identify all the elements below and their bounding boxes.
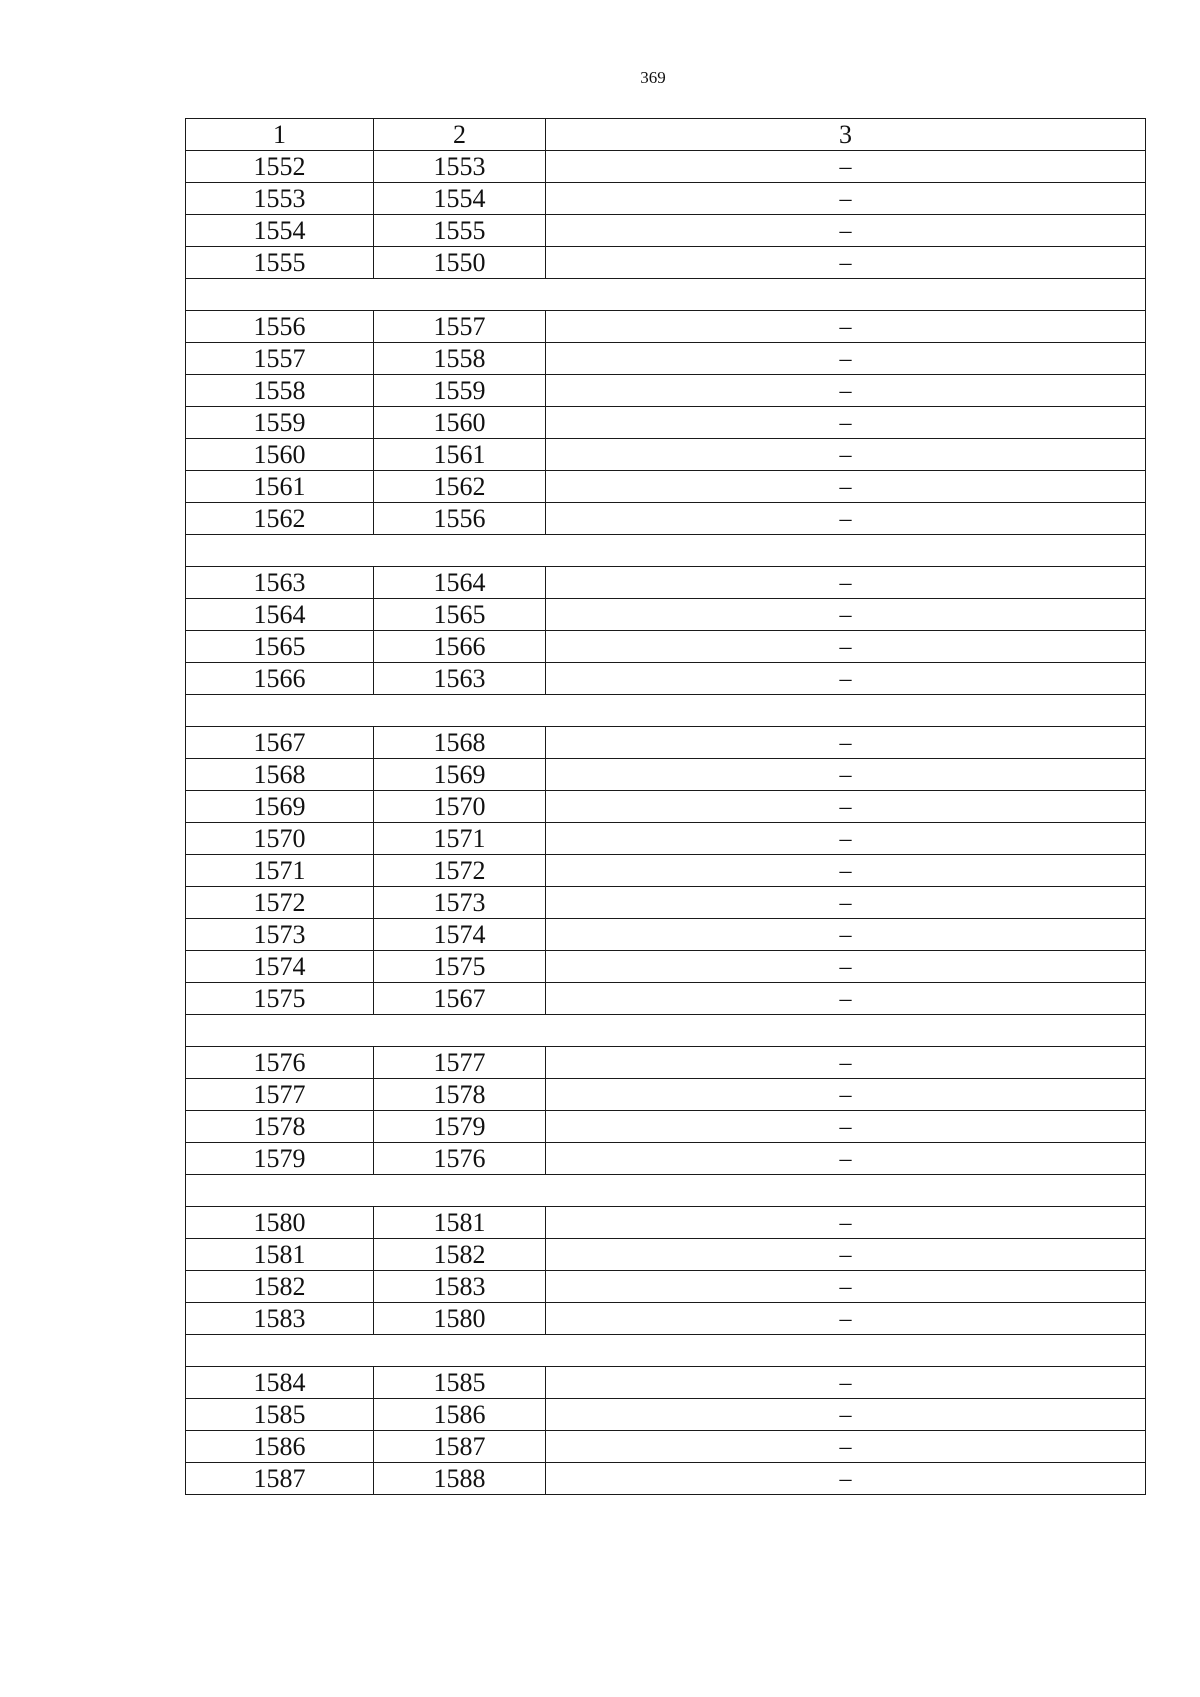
- cell-col-3: –: [546, 1367, 1146, 1399]
- cell-col-2: 1579: [374, 1111, 546, 1143]
- cell-col-2: 1557: [374, 311, 546, 343]
- cell-col-1: 1583: [186, 1303, 374, 1335]
- cell-col-1: 1559: [186, 407, 374, 439]
- page-number: 369: [640, 68, 666, 87]
- cell-col-2: 1562: [374, 471, 546, 503]
- cell-col-2: 1558: [374, 343, 546, 375]
- cell-col-1: 1575: [186, 983, 374, 1015]
- cell-col-1: 1577: [186, 1079, 374, 1111]
- cell-col-3: –: [546, 919, 1146, 951]
- cell-col-2: 1550: [374, 247, 546, 279]
- cell-col-3: –: [546, 727, 1146, 759]
- data-table: [185, 118, 1146, 1495]
- table-row: [186, 1239, 1146, 1271]
- column-header-3: 3: [546, 119, 1146, 151]
- cell-col-3: –: [546, 1207, 1146, 1239]
- cell-col-1: 1576: [186, 1047, 374, 1079]
- group-separator-row: [186, 1015, 1146, 1047]
- table-row: [186, 183, 1146, 215]
- table-row: [186, 215, 1146, 247]
- column-header-2: 2: [374, 119, 546, 151]
- cell-col-1: 1582: [186, 1271, 374, 1303]
- cell-col-2: 1566: [374, 631, 546, 663]
- table-header-row: [186, 119, 1146, 151]
- cell-col-3: –: [546, 567, 1146, 599]
- cell-col-1: 1552: [186, 151, 374, 183]
- cell-col-1: 1566: [186, 663, 374, 695]
- table-row: [186, 791, 1146, 823]
- table-row: [186, 1303, 1146, 1335]
- group-separator-row: [186, 279, 1146, 311]
- table-row: [186, 599, 1146, 631]
- cell-col-3: –: [546, 1399, 1146, 1431]
- cell-col-2: 1565: [374, 599, 546, 631]
- cell-col-3: –: [546, 247, 1146, 279]
- cell-col-3: –: [546, 407, 1146, 439]
- cell-col-1: 1571: [186, 855, 374, 887]
- cell-col-3: –: [546, 1079, 1146, 1111]
- cell-col-3: –: [546, 855, 1146, 887]
- cell-col-3: –: [546, 1303, 1146, 1335]
- cell-col-2: 1585: [374, 1367, 546, 1399]
- cell-col-1: 1554: [186, 215, 374, 247]
- cell-col-3: –: [546, 599, 1146, 631]
- group-separator-row: [186, 695, 1146, 727]
- cell-col-2: 1578: [374, 1079, 546, 1111]
- cell-col-1: 1580: [186, 1207, 374, 1239]
- table-row: [186, 1367, 1146, 1399]
- cell-col-3: –: [546, 215, 1146, 247]
- cell-col-2: 1571: [374, 823, 546, 855]
- cell-col-3: –: [546, 503, 1146, 535]
- cell-col-3: –: [546, 343, 1146, 375]
- cell-col-2: 1564: [374, 567, 546, 599]
- cell-col-2: 1573: [374, 887, 546, 919]
- cell-col-2: 1575: [374, 951, 546, 983]
- cell-col-1: 1587: [186, 1463, 374, 1495]
- separator-cell: [186, 1335, 1146, 1367]
- table-row: [186, 439, 1146, 471]
- cell-col-3: –: [546, 1239, 1146, 1271]
- cell-col-1: 1574: [186, 951, 374, 983]
- cell-col-3: –: [546, 951, 1146, 983]
- cell-col-2: 1581: [374, 1207, 546, 1239]
- separator-cell: [186, 279, 1146, 311]
- cell-col-2: 1568: [374, 727, 546, 759]
- table-row: [186, 1143, 1146, 1175]
- cell-col-1: 1568: [186, 759, 374, 791]
- cell-col-2: 1587: [374, 1431, 546, 1463]
- cell-col-3: –: [546, 1047, 1146, 1079]
- cell-col-3: –: [546, 1463, 1146, 1495]
- cell-col-3: –: [546, 791, 1146, 823]
- table-row: [186, 247, 1146, 279]
- table-row: [186, 663, 1146, 695]
- cell-col-1: 1578: [186, 1111, 374, 1143]
- table-row: [186, 631, 1146, 663]
- table-row: [186, 759, 1146, 791]
- table-row: [186, 855, 1146, 887]
- cell-col-2: 1563: [374, 663, 546, 695]
- table-row: [186, 343, 1146, 375]
- separator-cell: [186, 1015, 1146, 1047]
- cell-col-1: 1564: [186, 599, 374, 631]
- table-row: [186, 919, 1146, 951]
- cell-col-3: –: [546, 1271, 1146, 1303]
- cell-col-2: 1554: [374, 183, 546, 215]
- cell-col-1: 1570: [186, 823, 374, 855]
- cell-col-1: 1562: [186, 503, 374, 535]
- table-row: [186, 983, 1146, 1015]
- cell-col-1: 1585: [186, 1399, 374, 1431]
- cell-col-3: –: [546, 151, 1146, 183]
- cell-col-2: 1561: [374, 439, 546, 471]
- cell-col-2: 1576: [374, 1143, 546, 1175]
- table-row: [186, 887, 1146, 919]
- separator-cell: [186, 1175, 1146, 1207]
- cell-col-3: –: [546, 439, 1146, 471]
- cell-col-2: 1555: [374, 215, 546, 247]
- cell-col-1: 1565: [186, 631, 374, 663]
- cell-col-2: 1582: [374, 1239, 546, 1271]
- cell-col-2: 1588: [374, 1463, 546, 1495]
- cell-col-1: 1586: [186, 1431, 374, 1463]
- group-separator-row: [186, 1335, 1146, 1367]
- table-row: [186, 1463, 1146, 1495]
- group-separator-row: [186, 1175, 1146, 1207]
- table-row: [186, 1111, 1146, 1143]
- separator-cell: [186, 695, 1146, 727]
- cell-col-2: 1553: [374, 151, 546, 183]
- cell-col-1: 1558: [186, 375, 374, 407]
- table-row: [186, 471, 1146, 503]
- cell-col-1: 1561: [186, 471, 374, 503]
- table-row: [186, 151, 1146, 183]
- cell-col-2: 1580: [374, 1303, 546, 1335]
- table-row: [186, 407, 1146, 439]
- cell-col-3: –: [546, 823, 1146, 855]
- cell-col-3: –: [546, 1143, 1146, 1175]
- cell-col-2: 1574: [374, 919, 546, 951]
- cell-col-1: 1556: [186, 311, 374, 343]
- group-separator-row: [186, 535, 1146, 567]
- cell-col-1: 1567: [186, 727, 374, 759]
- cell-col-3: –: [546, 663, 1146, 695]
- table-row: [186, 1047, 1146, 1079]
- cell-col-3: –: [546, 183, 1146, 215]
- cell-col-2: 1577: [374, 1047, 546, 1079]
- cell-col-3: –: [546, 311, 1146, 343]
- cell-col-1: 1579: [186, 1143, 374, 1175]
- cell-col-2: 1559: [374, 375, 546, 407]
- cell-col-1: 1557: [186, 343, 374, 375]
- cell-col-2: 1556: [374, 503, 546, 535]
- table-row: [186, 1207, 1146, 1239]
- table-row: [186, 567, 1146, 599]
- cell-col-2: 1572: [374, 855, 546, 887]
- table-row: [186, 1431, 1146, 1463]
- table-row: [186, 951, 1146, 983]
- cell-col-3: –: [546, 983, 1146, 1015]
- cell-col-3: –: [546, 471, 1146, 503]
- cell-col-3: –: [546, 375, 1146, 407]
- cell-col-1: 1553: [186, 183, 374, 215]
- separator-cell: [186, 535, 1146, 567]
- cell-col-1: 1555: [186, 247, 374, 279]
- cell-col-1: 1573: [186, 919, 374, 951]
- cell-col-3: –: [546, 887, 1146, 919]
- table-row: [186, 1079, 1146, 1111]
- table-body: [186, 151, 1146, 1495]
- cell-col-1: 1572: [186, 887, 374, 919]
- cell-col-1: 1581: [186, 1239, 374, 1271]
- table-row: [186, 823, 1146, 855]
- cell-col-2: 1560: [374, 407, 546, 439]
- cell-col-3: –: [546, 631, 1146, 663]
- cell-col-2: 1583: [374, 1271, 546, 1303]
- table-row: [186, 1399, 1146, 1431]
- cell-col-1: 1584: [186, 1367, 374, 1399]
- cell-col-1: 1569: [186, 791, 374, 823]
- cell-col-2: 1569: [374, 759, 546, 791]
- cell-col-3: –: [546, 1431, 1146, 1463]
- cell-col-3: –: [546, 1111, 1146, 1143]
- cell-col-2: 1567: [374, 983, 546, 1015]
- table-row: [186, 503, 1146, 535]
- table-row: [186, 1271, 1146, 1303]
- cell-col-3: –: [546, 759, 1146, 791]
- table-row: [186, 311, 1146, 343]
- cell-col-1: 1563: [186, 567, 374, 599]
- cell-col-2: 1586: [374, 1399, 546, 1431]
- cell-col-2: 1570: [374, 791, 546, 823]
- table-row: [186, 375, 1146, 407]
- cell-col-1: 1560: [186, 439, 374, 471]
- column-header-1: 1: [186, 119, 374, 151]
- table-row: [186, 727, 1146, 759]
